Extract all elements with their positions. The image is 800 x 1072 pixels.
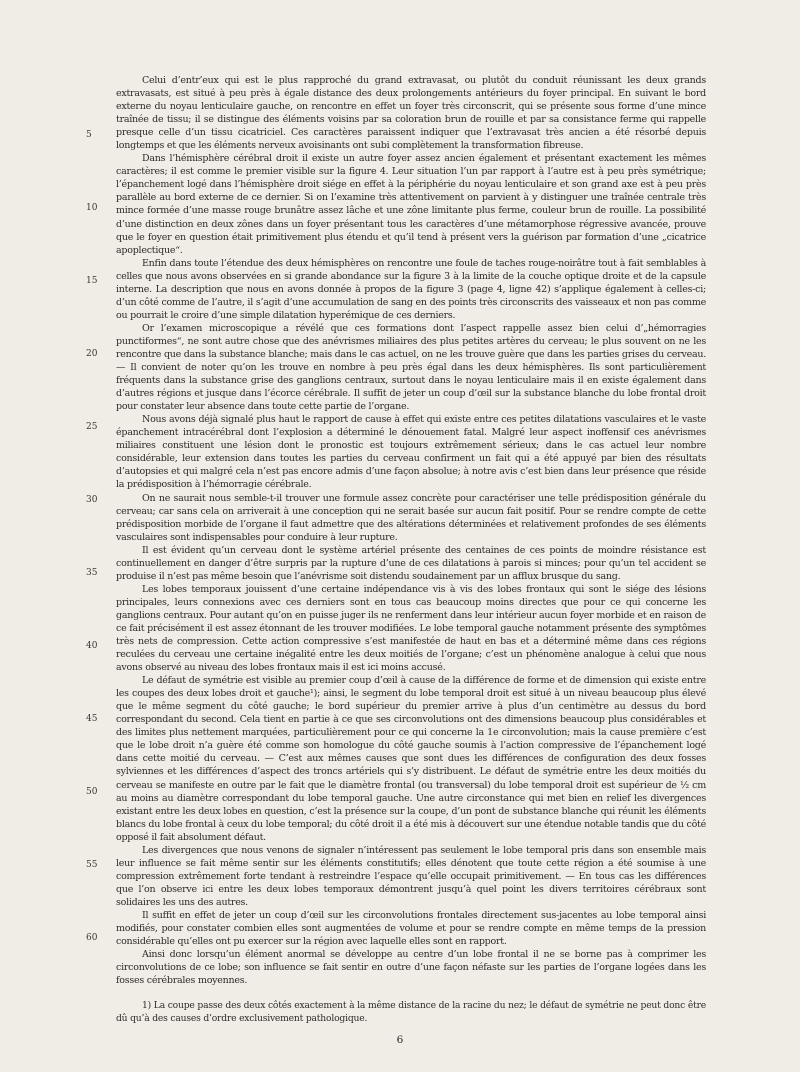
page-number: 6 <box>396 1034 404 1046</box>
line-number: 15 <box>86 276 98 286</box>
line-number: 60 <box>86 933 98 943</box>
paragraph: Or l’examen microscopique a révélé que ces formations dont l’aspect rappelle assez bien celui d’„hémorragies punctiformes“, ne sont autre chose que des anévrismes miliaires des plus petites artères du cerveau; le plus souvent on ne les rencontre que dans la substance blanche; mais dans le cas actuel, on ne les trouve guère que dans les parties grises du cerveau. — Il convient de noter qu’on les trouve en nombre à peu près égal dans les deux hémisphères. Ils sont particulièrement fréquents dans la substance grise des ganglions centraux, surtout dans le noyau lenticulaire mais il en existe également dans d’autres régions et jusque dans l’écorce cérébrale. Il suffit de jeter un coup d’œil sur la substance blanche du lobe frontal droit pour constater leur absence dans toute cette partie de l’organe. <box>116 322 706 413</box>
paragraph: Ainsi donc lorsqu’un élément anormal se développe au centre d’un lobe frontal il ne se borne pas à comprimer les circonvolutions de ce lobe; son influence se fait sentir en outre d’une façon néfaste sur les parties de l’organe logées dans les fosses cérébrales moyennes. <box>116 949 706 987</box>
paragraph: Il suffit en effet de jeter un coup d’œil sur les circonvolutions frontales directement sus-jacentes au lobe temporal ainsi modifiés, pour constater combien elles sont augmentées de volume et pour se rendre compte en même temps de la pression considérable qu’elles ont pu exercer sur la région avec laquelle elles sont en rapport. <box>116 910 706 948</box>
paragraph: Nous avons déjà signalé plus haut le rapport de cause à effet qui existe entre ces petites dilatations vasculaires et le vaste épanchement intracérébral dont l’explosion a déterminé le dénouement fatal. Malgré leur aspect inoffensif ces anévrismes miliaires constituent une lésion dont le pronostic est toujours extrêmement sérieux; dans le cas actuel leur nombre considérable, leur extension dans toutes les parties du cerveau confirment un fait qui a été appuyé par bien des résultats d’autopsies et qui malgré cela n’est pas encore admis d’une façon absolue; à notre avis c’est bien dans leur présence que réside la prédisposition à l’hémorragie cérébrale. <box>116 414 706 491</box>
line-number: 50 <box>86 787 98 797</box>
line-number: 45 <box>86 714 98 724</box>
line-number: 5 <box>86 130 92 140</box>
line-number: 40 <box>86 641 98 651</box>
paragraph: Il est évident qu’un cerveau dont le système artériel présente des centaines de ces points de moindre résistance est continuellement en danger d’être surpris par la rupture d’une de ces dilatations à parois si minces; pour qu’un tel accident se produise il n’est pas même besoin que l’anévrisme soit distendu soudainement par un afflux brusque du sang. <box>116 544 706 582</box>
paragraph: Dans l’hémisphère cérébral droit il existe un autre foyer assez ancien également et présentant exactement les mêmes caractères; il est comme le premier visible sur la figure 4. Leur situation l’un par rapport à l’autre est à peu près symétrique; l’épanchement logé dans l’hémisphère droit siége en effet à la périphérie du noyau lenticulaire et son grand axe est à peu près parallèle au bord externe de ce dernier. Si on l’examine très attentivement on parvient à y distinguer une traînée centrale très mince formée d’une masse rouge brunâtre assez lâche et une zône limitante plus ferme, couleur brun de rouille. La possibilité d’une distinction en deux zônes dans un foyer présentant tous les caractères d’une métamorphose régressive avancée, prouve que le foyer en question était primitivement plus étendu et qu’il tend à présent vers la guérison par formation d’une „cicatrice apoplectique“. <box>116 153 706 256</box>
body-text <box>116 74 706 987</box>
line-number: 20 <box>86 349 98 359</box>
line-number: 55 <box>86 860 98 870</box>
line-number: 30 <box>86 495 98 505</box>
paragraph: Les divergences que nous venons de signaler n’intéressent pas seulement le lobe temporal pris dans son ensemble mais leur influence se fait même sentir sur les éléments constitutifs; elles dénotent que toute cette région a été soumise à une compression extrêmement forte tendant à restreindre l’espace qu’elle occupait primitivement. — En tous cas les différences que l’on observe ici entre les deux lobes temporaux démontrent jusqu’à quel point les divers territoires cérébraux sont solidaires les uns des autres. <box>116 844 706 908</box>
paragraph: Celui d’entr’eux qui est le plus rapproché du grand extravasat, ou plutôt du conduit réunissant les deux grands extravasats, est situé à peu près à égale distance des deux prolongements antérieurs du foyer principal. En suivant le bord externe du noyau lenticulaire gauche, on rencontre en effet un foyer très circonscrit, qui se présente sous forme d’une mince traînée de tissu; il se distingue des éléments voisins par sa coloration brun de rouille et par sa consistance ferme qui rappelle presque celle d’un tissu cicatriciel. Ces caractères paraissent indiquer que l’extravasat très ancien a été résorbé depuis longtemps et que les éléments nerveux avoisinants ont subi complètement la transformation fibreuse. <box>116 75 706 152</box>
line-number: 35 <box>86 568 98 578</box>
line-number: 10 <box>86 203 98 213</box>
paragraph: On ne saurait nous semble-t-il trouver une formule assez concrète pour caractériser une telle prédisposition générale du cerveau; car sans cela on arriverait à une conception qui ne serait basée sur aucun fait positif. Pour se rendre compte de cette prédisposition morbide de l’organe il faut admettre que des altérations déterminées et relativement profondes de ses éléments vasculaires sont indispensables pour conduire à leur rupture. <box>116 492 706 543</box>
line-number: 25 <box>86 422 98 432</box>
paragraph: Le défaut de symétrie est visible au premier coup d’œil à cause de la différence de forme et de dimension qui existe entre les coupes des deux lobes droit et gauche¹); ainsi, le segment du lobe temporal droit est situé à un niveau beaucoup plus élevé que le même segment du côté gauche; le bord supérieur du premier arrive à plus d’un centimètre au dessus du bord correspondant du second. Cela tient en partie à ce que ses circonvolutions ont des dimensions beaucoup plus considérables et des limites plus nettement marquées, particulièrement pour ce qui concerne la 1e circonvolution; mais la cause première c’est que le lobe droit n’a guère été comme son homologue du côté gauche soumis à l’action compressive de l’épanchement logé dans cette moitié du cerveau. — C’est aux mêmes causes que sont dues les différences de configuration des deux fosses sylviennes et les différences d’aspect des troncs artériels qui s’y distribuent. Le défaut de symétrie entre les deux moitiés du cerveau se manifeste en outre par le fait que le diamètre frontal (ou transversal) du lobe temporal droit est supérieur de ½ cm au moins au diamètre correspondant du lobe temporal gauche. Une autre circonstance qui met bien en relief les divergences existant entre les deux lobes en question, c’est la présence sur la coupe, d’un pont de substance blanche qui réunit les éléments blancs du lobe frontal à ceux du lobe temporal; du côté droit il a été mis à découvert sur une étendue notable tandis que du côté opposé il fait absolument défaut. <box>116 675 706 843</box>
paragraph: Enfin dans toute l’étendue des deux hémisphères on rencontre une foule de taches rouge-noirâtre tout à fait semblables à celles que nous avons observées en si grande abondance sur la figure 3 à la limite de la couche optique droite et de la capsule interne. La description que nous en avons donnée à propos de la figure 3 (page 4, ligne 42) s’applique également à celles-ci; d’un côté comme de l’autre, il s’agit d’une accumulation de sang en des points très circonscrits des vaisseaux et non pas comme ou pourrait le croire d’une simple dilatation hyperémique de ces derniers. <box>116 257 706 321</box>
footnote: 1) La coupe passe des deux côtés exactement à la même distance de la racine du nez; le défaut de symétrie ne peut donc être dû qu’à des causes d’ordre exclusivement pathologique. <box>116 1000 706 1024</box>
paragraph: Les lobes temporaux jouissent d’une certaine indépendance vis à vis des lobes frontaux qui sont le siége des lésions principales, leurs connexions avec ces derniers sont en tous cas beaucoup moins directes que pour ce qui concerne les ganglions centraux. Pour autant qu’on en puisse juger ils ne renferment dans leur intérieur aucun foyer morbide et en raison de ce fait précisément il est assez étonnant de les trouver modifiées. Le lobe temporal gauche notamment présente des symptômes très nets de compression. Cette action compressive s’est manifestée de haut en bas et a déterminé même dans ces régions reculées du cerveau une certaine inégalité entre les deux moitiés de l’organe; c’est un phénomène analogue à celui que nous avons observé au niveau des lobes frontaux mais il est ici moins accusé. <box>116 583 706 674</box>
